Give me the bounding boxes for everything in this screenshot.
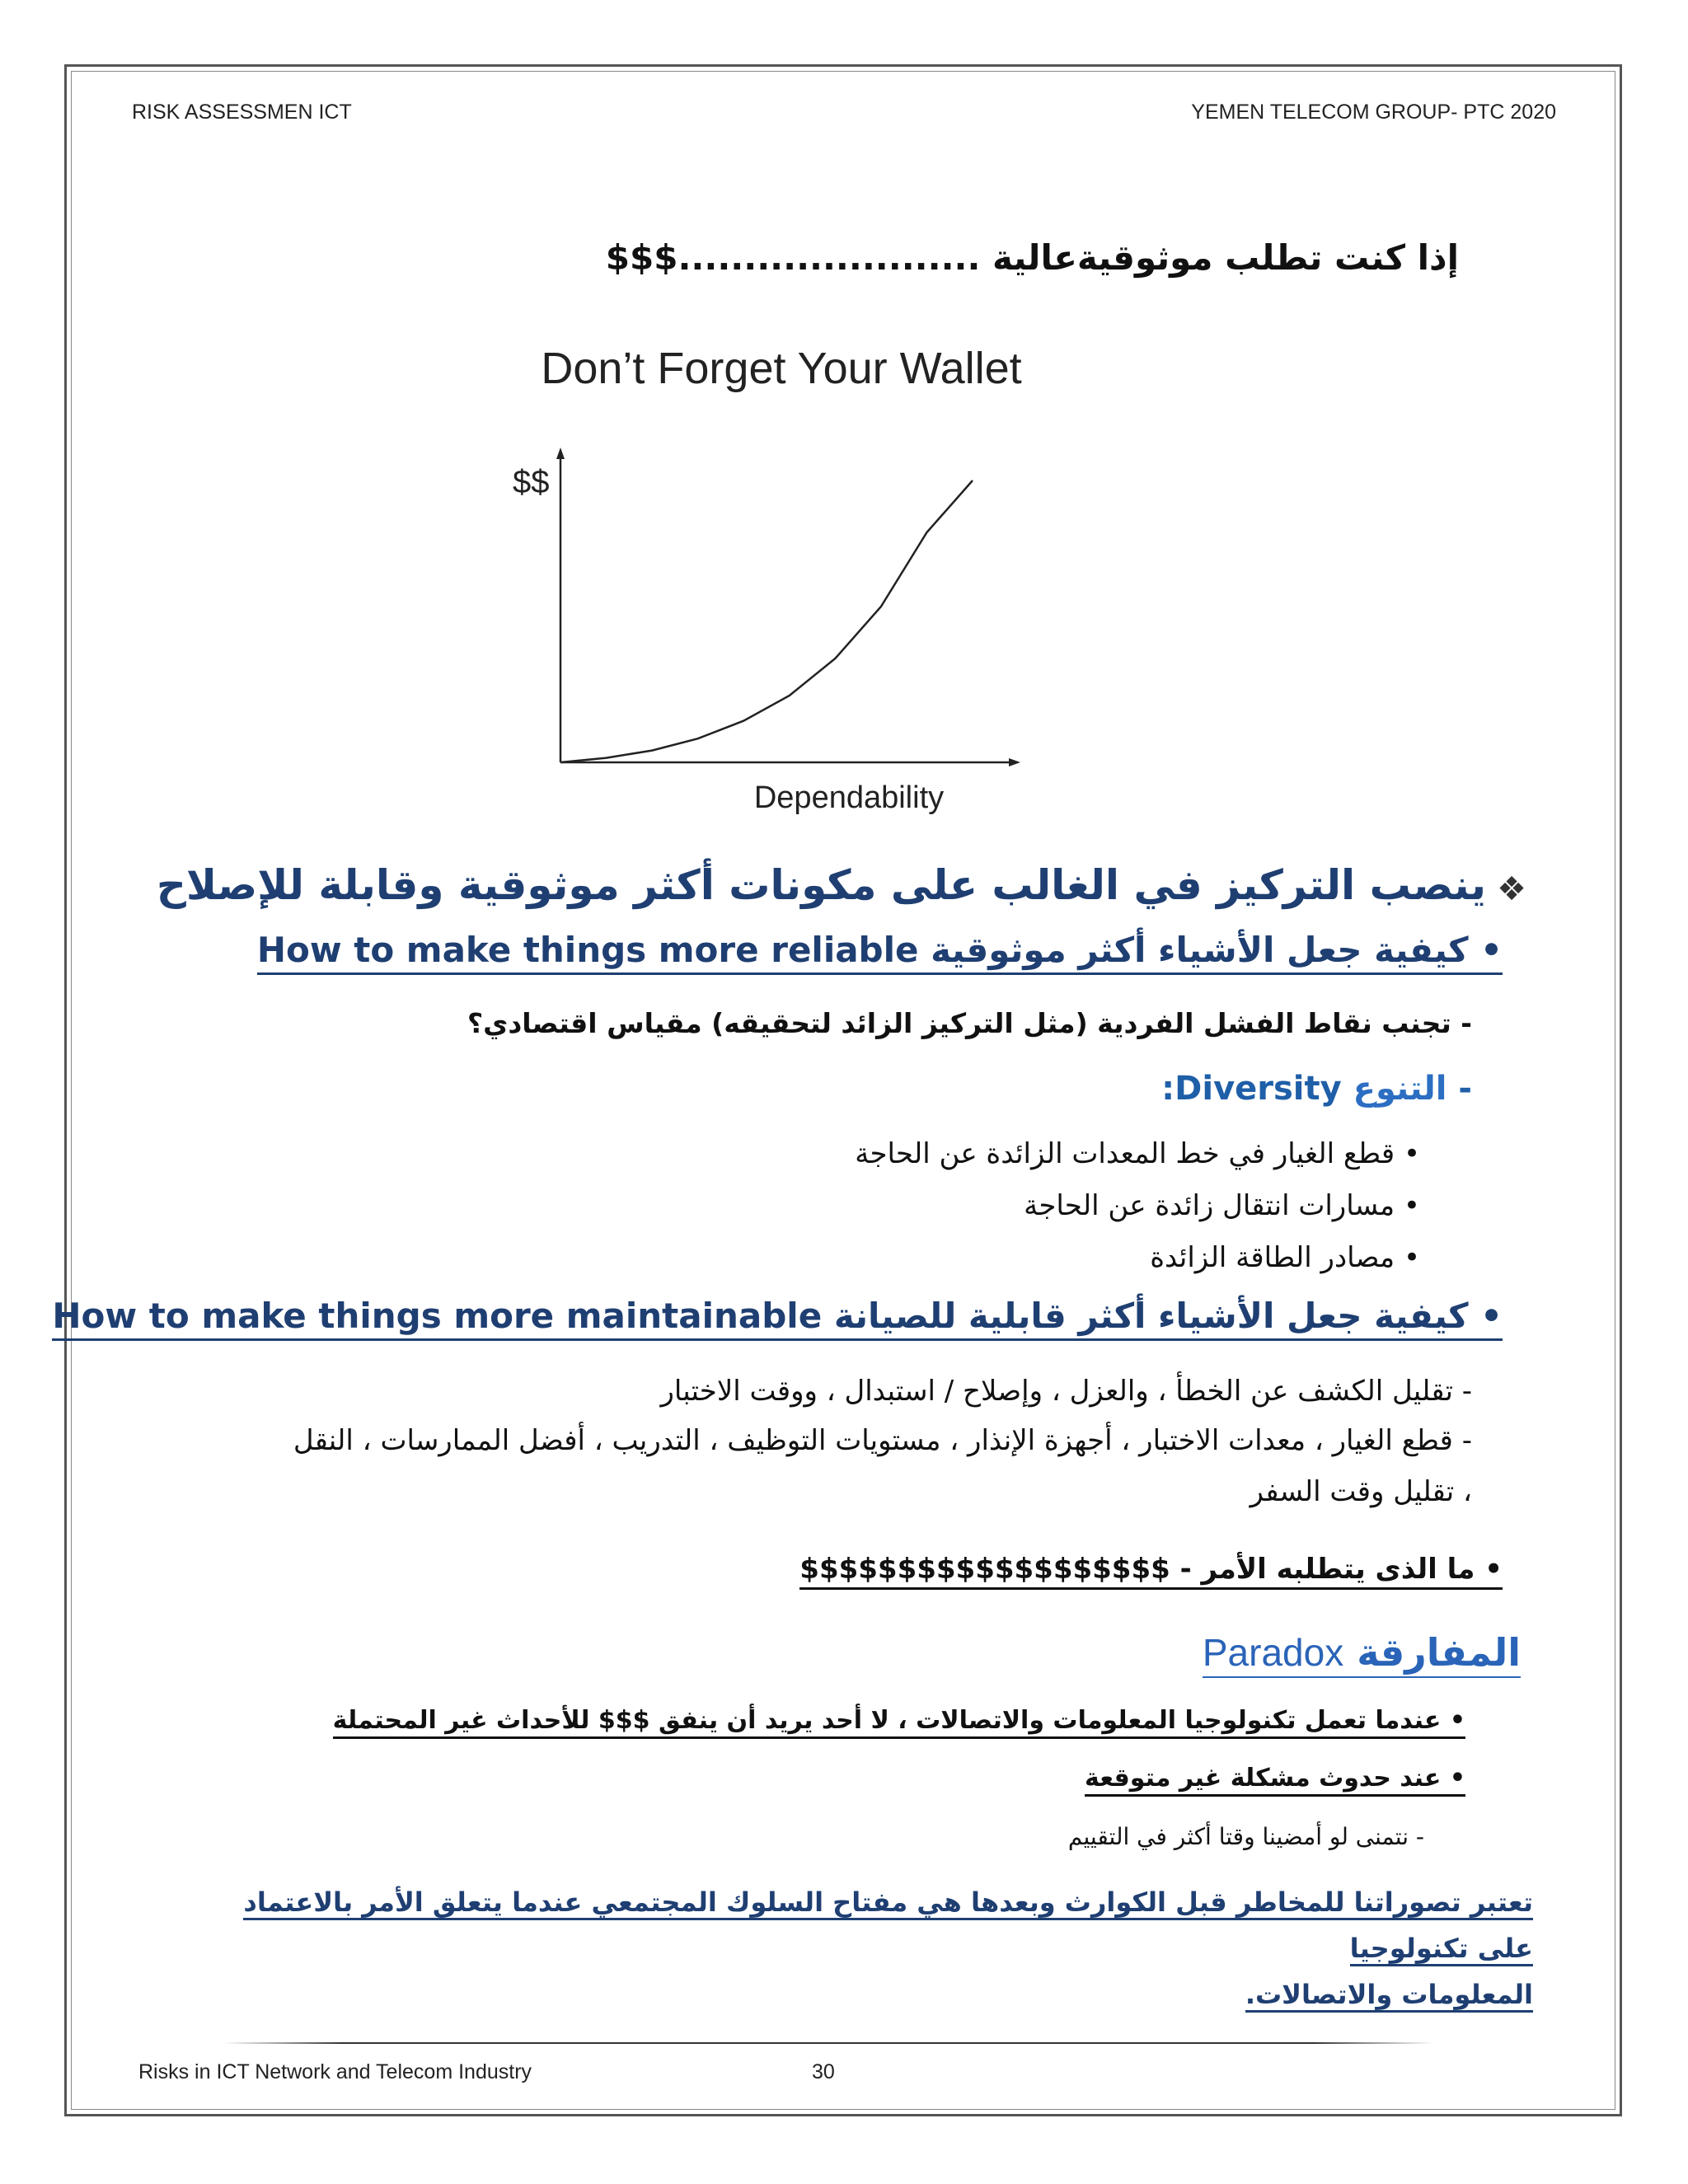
conclusion-line-2: المعلومات والاتصالات. — [1245, 1979, 1533, 2013]
chart-series — [560, 480, 973, 762]
bullet-icon: • — [1480, 1296, 1503, 1336]
chart-xlabel: Dependability — [753, 780, 945, 815]
cost-line: • ما الذى يتطلبه الأمر - $$$$$$$$$$$$$$$$$$$ — [799, 1553, 1503, 1590]
chart-svg — [486, 342, 1030, 837]
list-item: • مصادر الطاقة الزائدة — [1150, 1241, 1420, 1274]
conclusion-paragraph — [181, 1879, 1533, 2018]
diversity-english: Diversity: — [1161, 1070, 1342, 1108]
header-right: YEMEN TELECOM GROUP- PTC 2020 — [1191, 101, 1556, 124]
list-item: • قطع الغيار في خط المعدات الزائدة عن الحاجة — [855, 1137, 1420, 1170]
header-left: RISK ASSESSMEN ICT — [132, 101, 352, 124]
footer-title: Risks in ICT Network and Telecom Industry — [138, 2060, 532, 2083]
paradox-english: Paradox — [1202, 1631, 1344, 1674]
list-item: • مسارات انتقال زائدة عن الحاجة — [1024, 1189, 1420, 1222]
paradox-heading — [1203, 1630, 1521, 1678]
maintainable-line-2: - قطع الغيار ، معدات الاختبار ، أجهزة الإنذار ، مستويات التوظيف ، التدريب ، أفضل الممارسات ، النقل — [293, 1424, 1472, 1457]
cost-dependability-chart — [486, 342, 1030, 837]
section-main-heading: ينصب التركيز في الغالب على مكونات أكثر موثوقية وقابلة للإصلاح — [156, 861, 1486, 909]
conclusion-line-1: تعتبر تصوراتنا للمخاطر قبل الكوارث وبعدها هي مفتاح السلوك المجتمعي عندما يتعلق الأمر بالاعتماد على تكنولوجيا — [243, 1886, 1533, 1966]
diversity-arabic: التنوع — [1353, 1070, 1447, 1108]
page-number: 30 — [812, 2060, 835, 2083]
paradox-point-2: • عند حدوث مشكلة غير متوقعة — [1085, 1764, 1465, 1797]
bullet-icon: • — [1480, 930, 1503, 970]
chart-title: Don’t Forget Your Wallet — [541, 344, 1022, 393]
paradox-point-3: - نتمنى لو أمضينا وقتا أكثر في التقييم — [1067, 1823, 1424, 1850]
reliable-heading — [257, 930, 1503, 975]
x-axis-arrow — [1009, 758, 1020, 766]
diversity-dash: - — [1458, 1070, 1472, 1108]
paradox-arabic: المفارقة — [1357, 1630, 1521, 1675]
series-line — [560, 480, 973, 762]
chart-ylabel: $$ — [513, 464, 550, 500]
wallet-line: إذا كنت تطلب موثوقيةعالية .......................$$$ — [605, 237, 1459, 278]
y-axis-arrow — [556, 448, 565, 459]
maintainable-heading — [52, 1296, 1503, 1341]
diversity-line — [1161, 1070, 1472, 1108]
footer-divider — [223, 2042, 1434, 2044]
avoid-single-points-line: - تجنب نقاط الفشل الفردية (مثل التركيز الزائد لتحقيقه) مقياس اقتصادي؟ — [467, 1007, 1472, 1039]
reliable-heading-english: How to make things more reliable — [256, 930, 919, 970]
reliable-heading-arabic: كيفية جعل الأشياء أكثر موثوقية — [931, 930, 1469, 970]
paradox-point-1: • عندما تعمل تكنولوجيا المعلومات والاتصالات ، لا أحد يريد أن ينفق $$$ للأحداث غير المحتملة — [333, 1706, 1465, 1739]
diamond-bullet-icon: ❖ — [1497, 870, 1526, 908]
maintainable-heading-arabic: كيفية جعل الأشياء أكثر قابلية للصيانة — [833, 1296, 1469, 1336]
maintainable-line-3: ، تقليل وقت السفر — [1250, 1475, 1472, 1508]
maintainable-heading-english: How to make things more maintainable — [52, 1296, 823, 1336]
maintainable-line-1: - تقليل الكشف عن الخطأ ، والعزل ، وإصلاح / استبدال ، ووقت الاختبار — [660, 1375, 1472, 1408]
